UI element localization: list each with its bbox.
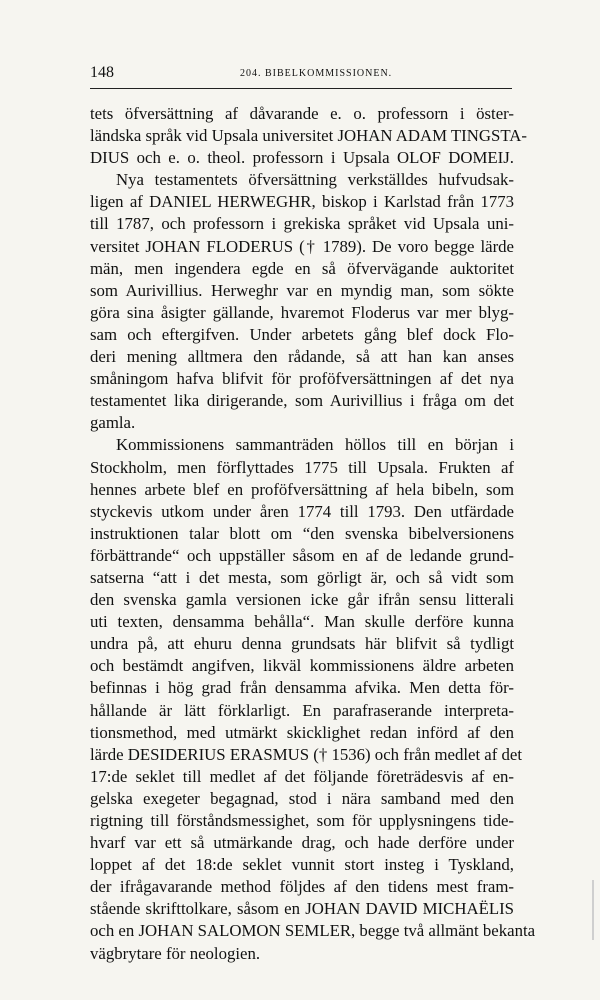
text-line: tionsmethod, med utmärkt skicklighet redan införd af den: [90, 722, 514, 742]
body-text: [90, 103, 536, 965]
text-line: tets öfversättning af dåvarande e. o. professorn i öster-: [90, 104, 514, 123]
text-line: versitet JOHAN FLODERUS († 1789). De voro begge lärde: [90, 236, 514, 256]
text-line: vägbrytare för neologien.: [90, 943, 261, 963]
text-line: rigtning till förståndsmessighet, som för upplysningens tide-: [90, 811, 514, 830]
text-line: män, men ingendera egde en så öfvervägande auktoritet: [90, 258, 514, 278]
text-line: göra sina åsigter gällande, hvaremot Floderus var mer blyg-: [90, 302, 514, 322]
text-line: testamentet lika dirigerande, som Aurivillius i fråga om det: [90, 391, 514, 411]
text-line: till 1787, och professorn i grekiska språket vid Upsala uni-: [90, 214, 514, 234]
text-line: DIUS och e. o. theol. professorn i Upsala OLOF DOMEIJ.: [90, 148, 514, 168]
text-line: Kommissionens sammanträden höllos till en början i: [116, 435, 514, 455]
text-line: och en JOHAN SALOMON SEMLER, begge två allmänt bekanta: [90, 921, 536, 941]
text-line: förbättrande“ och uppställer såsom en af de ledande grund-: [90, 545, 514, 565]
text-line: hållande är lätt förklarligt. En parafraserande interpreta-: [90, 700, 514, 720]
text-line: undra på, att ehuru denna grundsats här blifvit så tydligt: [90, 634, 514, 654]
page-header: [90, 64, 510, 86]
running-head: 204. BIBELKOMMISSIONEN.: [240, 68, 393, 79]
text-line: gamla.: [90, 413, 136, 433]
text-line: der ifrågavarande method följdes af den tidens mest fram-: [90, 877, 514, 897]
text-line: hvarf var ett så utmärkande drag, och hade derföre under: [90, 833, 514, 853]
text-line: Stockholm, men förflyttades 1775 till Upsala. Frukten af: [90, 457, 514, 477]
text-line: den svenska gamla versionen icke går ifrån sensu litterali: [90, 590, 514, 610]
text-line: och bestämdt angifven, likväl kommissionens äldre arbeten: [90, 656, 514, 676]
text-line: stående skrifttolkare, såsom en JOHAN DAVID MICHAËLIS: [90, 899, 514, 919]
text-line: Nya testamentets öfversättning verkställdes hufvudsak-: [116, 170, 514, 190]
text-line: småningom hafva blifvit för proföfversättningen af det nya: [90, 369, 514, 389]
text-line: ländska språk vid Upsala universitet JOHAN ADAM TINGSTA-: [90, 126, 527, 146]
text-line: styckevis utkom under åren 1774 till 1793. Den utfärdade: [90, 501, 514, 521]
page-number: 148: [90, 64, 114, 81]
text-line: som Aurivillius. Herweghr var en myndig man, som sökte: [90, 280, 514, 300]
text-line: instruktionen talar blott om “den svenska bibelversionens: [90, 523, 514, 543]
text-line: befinnas i hög grad från densamma afvika. Men detta för-: [90, 678, 514, 698]
text-line: loppet af det 18:de seklet vunnit stort insteg i Tyskland,: [90, 855, 514, 875]
text-line: 17:de seklet till medlet af det följande företrädesvis af en-: [90, 766, 514, 786]
text-line: hennes arbete blef en proföfversättning af hela bibeln, som: [90, 479, 514, 499]
text-line: gelska exegeter begagnad, stod i nära samband med den: [90, 788, 514, 808]
header-rule: [90, 88, 512, 89]
text-line: sam och eftergifven. Under arbetets gång blef dock Flo-: [90, 324, 514, 344]
text-line: deri mening alltmera den rådande, så att han kan anses: [90, 347, 514, 367]
text-line: satserna “att i det mesta, som görligt är, och så vidt som: [90, 567, 514, 587]
text-line: lärde DESIDERIUS ERASMUS († 1536) och från medlet af det: [90, 744, 523, 764]
text-line: ligen af DANIEL HERWEGHR, biskop i Karlstad från 1773: [90, 192, 514, 212]
text-line: uti texten, densamma behålla“. Man skulle derföre kunna: [90, 612, 514, 632]
scan-edge-mark: [592, 880, 594, 940]
